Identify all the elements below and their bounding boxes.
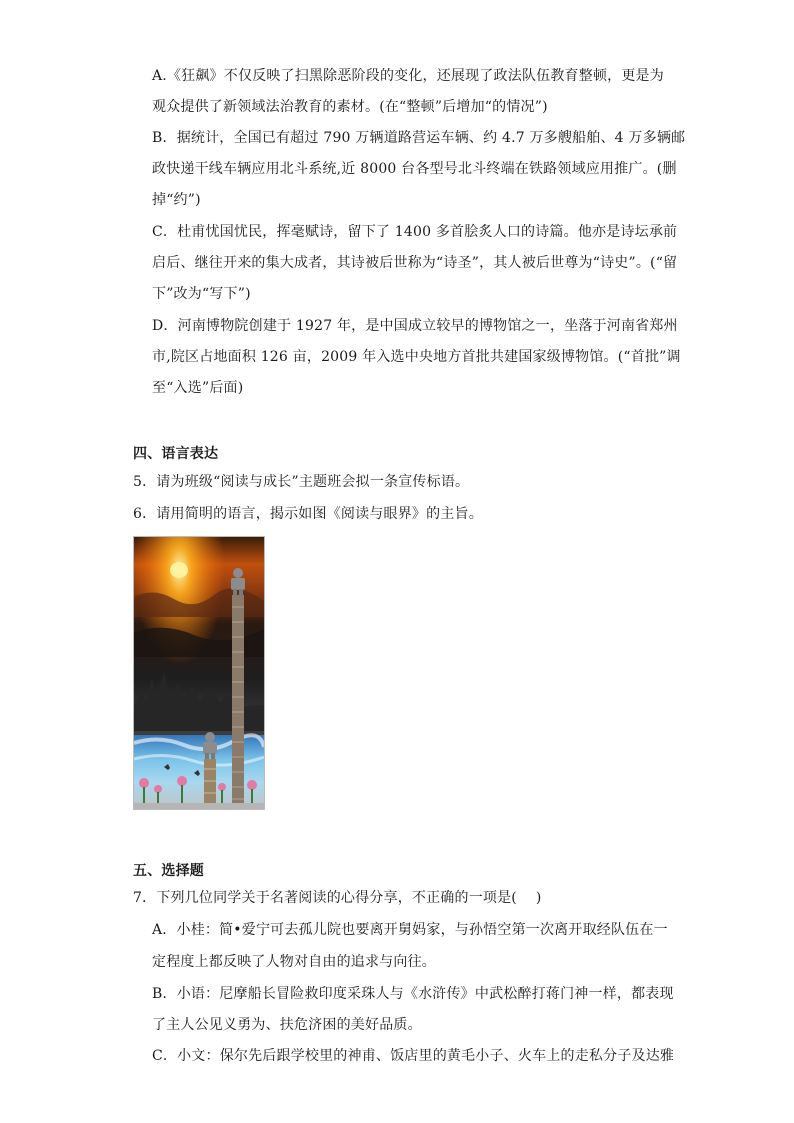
option-b-line-3: 掉“约”) xyxy=(152,192,201,208)
question-6: 6．请用简明的语言，揭示如图《阅读与眼界》的主旨。 xyxy=(133,506,483,522)
q7-option-a-line-2: 定程度上都反映了人物对自由的追求与向往。 xyxy=(152,954,436,970)
q7-option-b-line-2: 了主人公见义勇为、扶危济困的美好品质。 xyxy=(152,1017,422,1033)
q7-option-a-line-1: A．小桂：简•爱宁可去孤儿院也要离开舅妈家，与孙悟空第一次离开取经队伍在一 xyxy=(152,922,668,938)
option-d-line-1: D．河南博物院创建于 1927 年，是中国成立较早的博物馆之一，坐落于河南省郑州 xyxy=(152,318,678,334)
option-a-line-1: A.《狂飙》不仅反映了扫黑除恶阶段的变化，还展现了政法队伍教育整顿，更是为 xyxy=(152,68,664,84)
option-b-line-1: B．据统计，全国已有超过 790 万辆道路营运车辆、约 4.7 万多艘船舶、4 万多辆邮 xyxy=(152,130,686,146)
option-c-line-3: 下”改为“写下”) xyxy=(152,286,251,302)
option-c-line-2: 启后、继往开来的集大成者，其诗被后世称为“诗圣”，其人被后世尊为“诗史”。(“留 xyxy=(152,255,678,271)
option-d-line-2: 市,院区占地面积 126 亩，2009 年入选中央地方首批共建国家级博物馆。(“首批”调 xyxy=(152,349,681,365)
question-5: 5．请为班级“阅读与成长”主题班会拟一条宣传标语。 xyxy=(133,474,470,490)
section-heading-language: 四、语言表达 xyxy=(133,446,219,462)
section-heading-choice: 五、选择题 xyxy=(133,863,204,879)
option-c-line-1: C．杜甫忧国忧民，挥毫赋诗，留下了 1400 多首脍炙人口的诗篇。他亦是诗坛承前 xyxy=(152,224,678,240)
q7-option-c-line-1: C．小文：保尔先后跟学校里的神甫、饭店里的黄毛小子、火车上的走私分子及达雅 xyxy=(152,1048,675,1064)
question-7: 7．下列几位同学关于名著阅读的心得分享，不正确的一项是( ) xyxy=(133,890,542,906)
option-d-line-3: 至“入选”后面) xyxy=(152,380,244,396)
reading-and-vision-illustration xyxy=(133,536,265,810)
option-a-line-2: 观众提供了新领域法治教育的素材。(在“整顿”后增加“的情况”) xyxy=(152,99,548,115)
option-b-line-2: 政快递干线车辆应用北斗系统,近 8000 台各型号北斗终端在铁路领域应用推广。(删 xyxy=(152,161,677,177)
q7-option-b-line-1: B．小语：尼摩船长冒险救印度采珠人与《水浒传》中武松醉打蒋门神一样，都表现 xyxy=(152,986,674,1002)
